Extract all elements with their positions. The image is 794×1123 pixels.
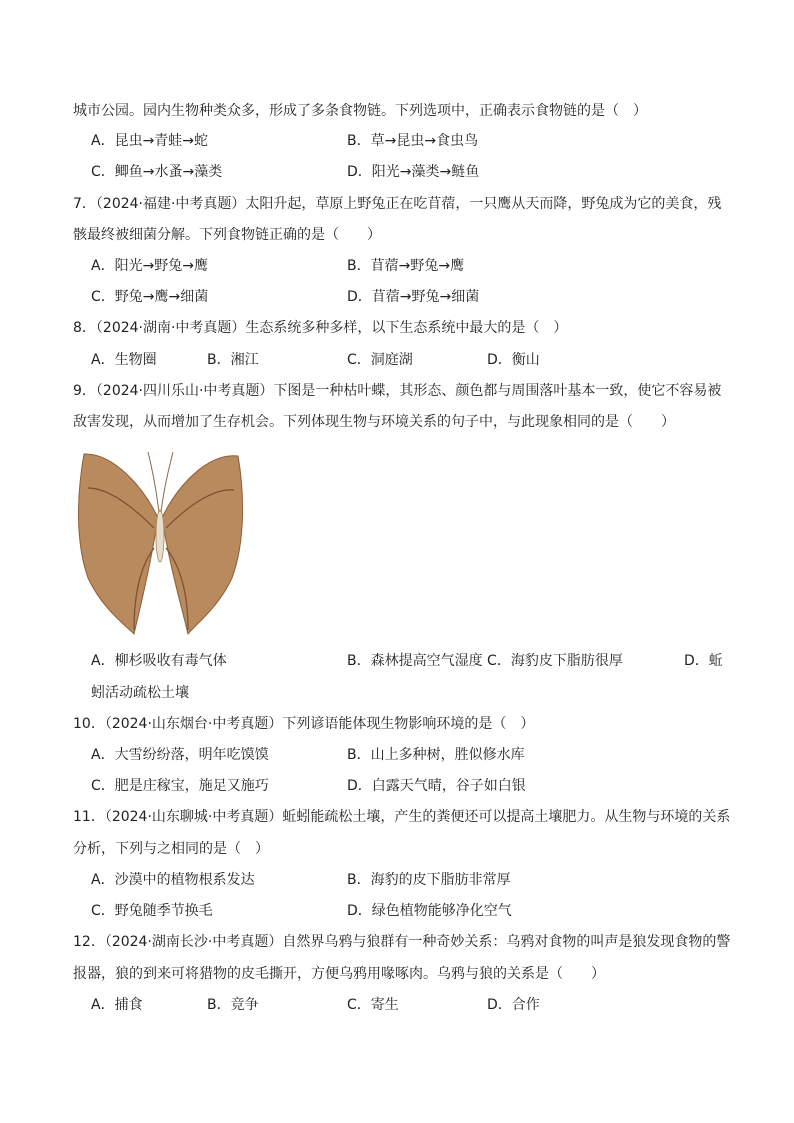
q10-option-d: D．白露天气晴，谷子如白银 — [347, 778, 526, 794]
q6-option-a: A．昆虫→青蛙→蛇 — [91, 133, 209, 149]
q9-option-bc: B．森林提高空气湿度 C．海豹皮下脂肪很厚 — [347, 653, 623, 669]
q6-continuation: 城市公园。园内生物种类众多，形成了多条食物链。下列选项中，正确表示食物链的是（ ） — [73, 103, 647, 119]
q10-option-a: A．大雪纷纷落，明年吃馍馍 — [91, 747, 269, 763]
q10-option-c: C．肥是庄稼宝，施足又施巧 — [91, 778, 269, 794]
q9-stem-line1: 9．（2024·四川乐山·中考真题）下图是一种枯叶蝶，其形态、颜色都与周围落叶基本一致，使它不容易被 — [73, 383, 722, 399]
q7-option-c: C．野兔→鹰→细菌 — [91, 289, 209, 305]
q9-stem-line2: 敌害发现，从而增加了生存机会。下列体现生物与环境关系的句子中，与此现象相同的是（ ） — [73, 414, 675, 430]
q12-option-b: B．竞争 — [207, 997, 259, 1013]
q11-option-b: B．海豹的皮下脂肪非常厚 — [347, 872, 511, 888]
q8-option-c: C．洞庭湖 — [347, 352, 413, 368]
q7-option-d: D．苜蓿→野兔→细菌 — [347, 289, 480, 305]
q11-option-d: D．绿色植物能够净化空气 — [347, 903, 512, 919]
q6-option-c: C．鲫鱼→水蚤→藻类 — [91, 164, 223, 180]
right-wing-shape — [162, 456, 243, 634]
q11-stem-line2: 分析，下列与之相同的是（ ） — [73, 841, 269, 857]
q7-option-b: B．苜蓿→野兔→鹰 — [347, 258, 465, 274]
q11-stem-line1: 11．（2024·山东聊城·中考真题）蚯蚓能疏松土壤，产生的粪便还可以提高土壤肥力。从生物与环境的关系 — [73, 809, 731, 825]
q12-option-c: C．寄生 — [347, 997, 399, 1013]
butterfly-body — [156, 510, 164, 562]
q9-option-a: A．柳杉吸收有毒气体 — [91, 653, 227, 669]
q12-option-a: A．捕食 — [91, 997, 143, 1013]
q6-option-b: B．草→昆虫→食虫鸟 — [347, 133, 479, 149]
q8-option-b: B．湘江 — [207, 352, 259, 368]
q10-option-b: B．山上多种树，胜似修水库 — [347, 747, 525, 763]
dead-leaf-butterfly-image — [74, 448, 246, 636]
q9-option-d-part1: D．蚯 — [684, 653, 723, 669]
q12-stem-line1: 12．（2024·湖南长沙·中考真题）自然界乌鸦与狼群有一种奇妙关系：乌鸦对食物的叫声是狼发现食物的警 — [73, 934, 731, 950]
q8-option-d: D．衡山 — [487, 352, 540, 368]
q7-option-a: A．阳光→野兔→鹰 — [91, 258, 209, 274]
q11-option-a: A．沙漠中的植物根系发达 — [91, 872, 255, 888]
left-wing-shape — [79, 454, 159, 634]
q8-stem: 8．（2024·湖南·中考真题）生态系统多种多样，以下生态系统中最大的是（ ） — [73, 320, 568, 336]
q10-stem: 10．（2024·山东烟台·中考真题）下列谚语能体现生物影响环境的是（ ） — [73, 716, 535, 732]
q12-option-d: D．合作 — [487, 997, 540, 1013]
q7-stem-line2: 骸最终被细菌分解。下列食物链正确的是（ ） — [73, 227, 381, 243]
q7-stem-line1: 7．（2024·福建·中考真题）太阳升起，草原上野兔正在吃苜蓿，一只鹰从天而降，野兔成为它的美食，残 — [73, 196, 722, 212]
q11-option-c: C．野兔随季节换毛 — [91, 903, 213, 919]
q12-stem-line2: 报器，狼的到来可将猎物的皮毛撕开，方便乌鸦用喙啄肉。乌鸦与狼的关系是（ ） — [73, 966, 605, 982]
q8-option-a: A．生物圈 — [91, 352, 157, 368]
q9-option-d-part2: 蚓活动疏松土壤 — [91, 685, 189, 701]
q6-option-d: D．阳光→藻类→鲢鱼 — [347, 164, 480, 180]
